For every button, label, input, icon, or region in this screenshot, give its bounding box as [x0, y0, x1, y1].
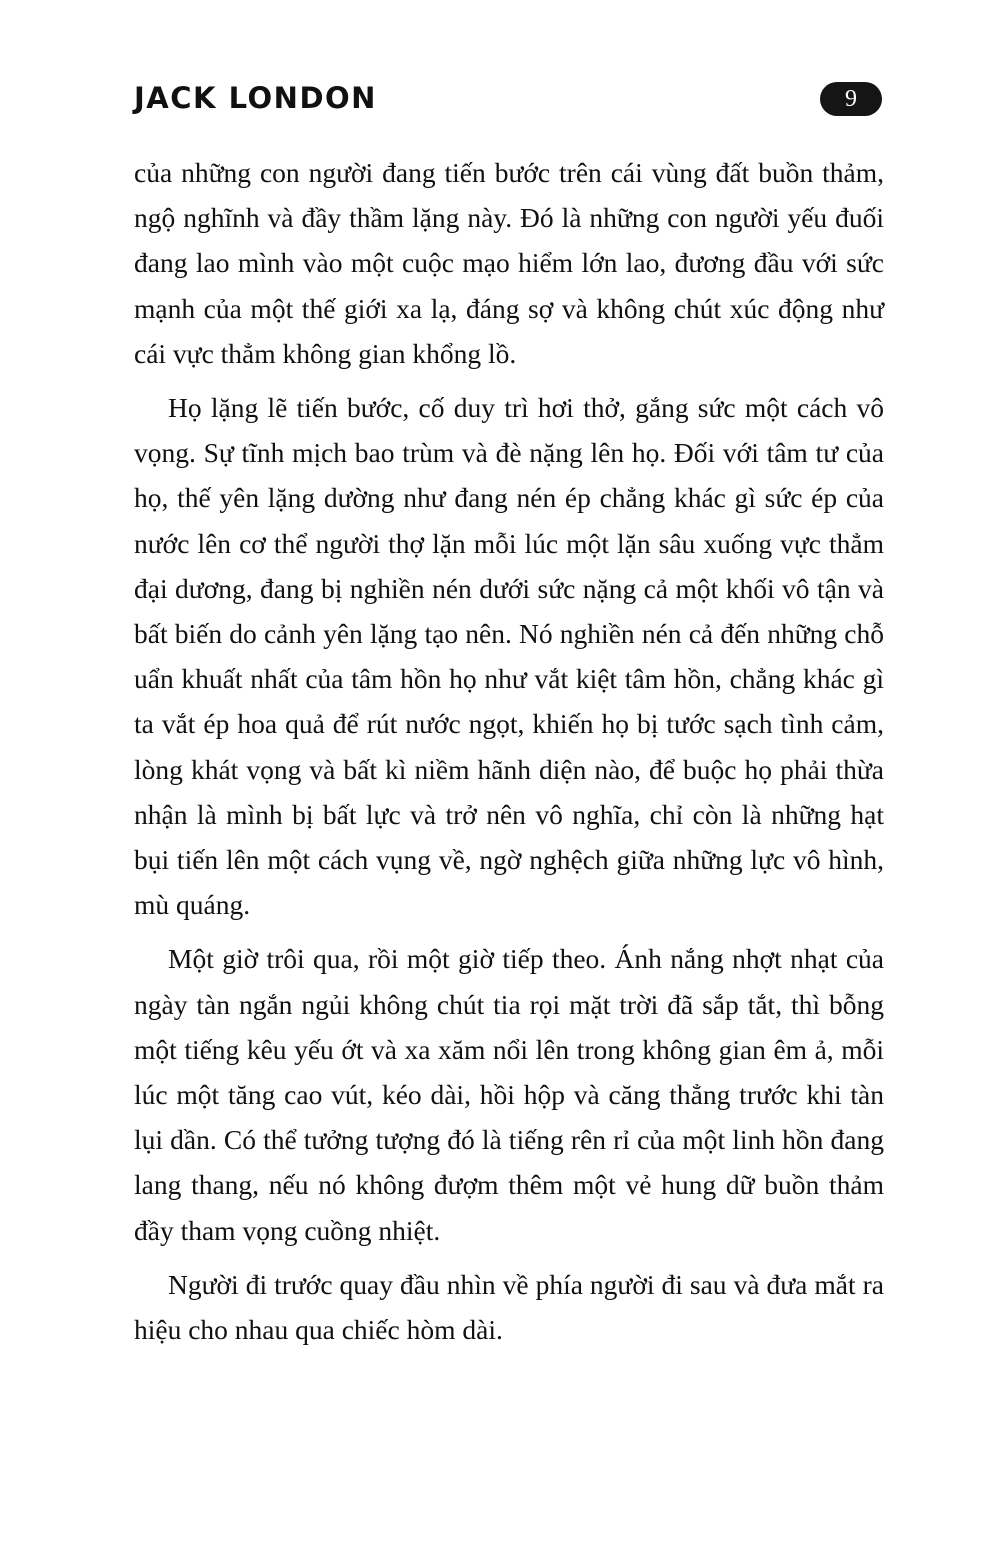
author-name: JACK LONDON [134, 81, 377, 115]
page-number-badge [820, 82, 882, 116]
running-header [134, 78, 882, 122]
page-number: 9 [845, 86, 857, 112]
paragraph-2: Họ lặng lẽ tiến bước, cố duy trì hơi thở, gắng sức một cách vô vọng. Sự tĩnh mịch bao trùm và đè nặng lên họ. Đối với tâm tư của họ, thế yên lặng dường như đang nén ép chẳng khác gì sức ép của nước lên cơ thể người thợ lặn mỗi lúc một lặn sâu xuống vực thẳm đại dương, đang bị nghiền nén dưới sức nặng cả một khối vô tận và bất biến do cảnh yên lặng tạo nên. Nó nghiền nén cả đến những chỗ uẩn khuất nhất của tâm hồn họ như vắt kiệt tâm hồn, chẳng khác gì ta vắt ép hoa quả để rút nước ngọt, khiến họ bị tước sạch tình cảm, lòng khát vọng và bất kì niềm hãnh diện nào, để buộc họ phải thừa nhận là mình bị bất lực và trở nên vô nghĩa, chỉ còn là những hạt bụi tiến lên một cách vụng về, ngờ nghệch giữa những lực vô hình, mù quáng. [134, 392, 884, 921]
paragraph-1: của những con người đang tiến bước trên cái vùng đất buồn thảm, ngộ nghĩnh và đầy thầm lặng này. Đó là những con người yếu đuối đang lao mình vào một cuộc mạo hiểm lớn lao, đương đầu với sức mạnh của một thế giới xa lạ, đáng sợ và không chút xúc động như cái vực thẳm không gian khổng lồ. [134, 157, 884, 369]
body-text [134, 150, 884, 1361]
paragraph-3: Một giờ trôi qua, rồi một giờ tiếp theo. Ánh nắng nhợt nhạt của ngày tàn ngắn ngủi không chút tia rọi mặt trời đã sắp tắt, thì bỗng một tiếng kêu yếu ớt và xa xăm nổi lên trong không gian êm ả, mỗi lúc một tăng cao vút, kéo dài, hồi hộp và căng thẳng trước khi tàn lụi dần. Có thể tưởng tượng đó là tiếng rên rỉ của một linh hồn đang lang thang, nếu nó không đượm thêm một vẻ hung dữ buồn thảm đầy tham vọng cuồng nhiệt. [134, 943, 884, 1246]
paragraph-4: Người đi trước quay đầu nhìn về phía người đi sau và đưa mắt ra hiệu cho nhau qua chiếc hòm dài. [134, 1268, 884, 1346]
